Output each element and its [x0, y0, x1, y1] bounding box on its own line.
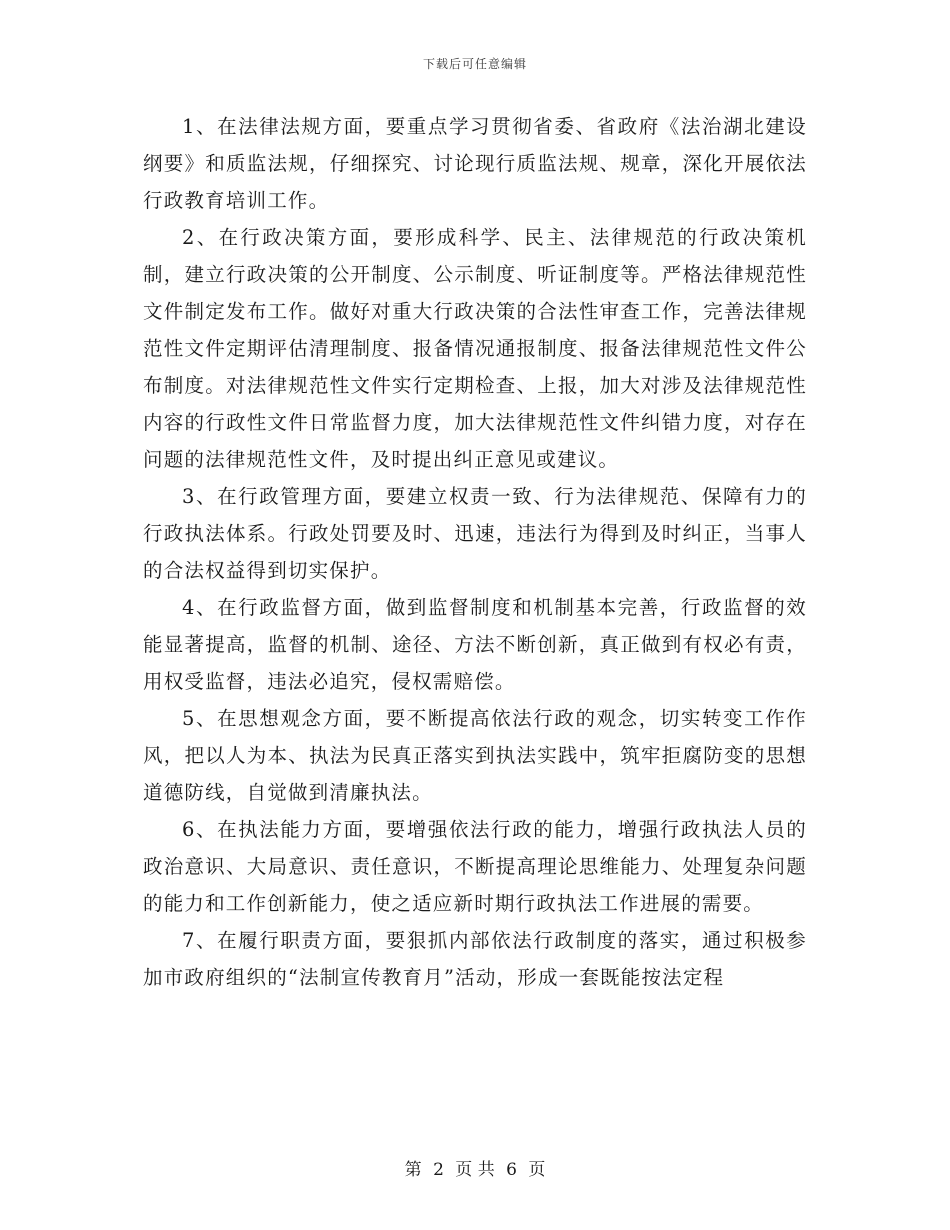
paragraph-2: 2、在行政决策方面，要形成科学、民主、法律规范的行政决策机制，建立行政决策的公开制度、公示制度、听证制度等。严格法律规范性文件制定发布工作。做好对重大行政决策的合法性审查工作，完善法律规范性文件定期评估清理制度、报备情况通报制度、报备法律规范性文件公布制度。对法律规范性文件实行定期检查、上报，加大对涉及法律规范性内容的行政性文件日常监督力度，加大法律规范性文件纠错力度，对存在问题的法律规范性文件，及时提出纠正意见或建议。 [143, 226, 807, 471]
page-header-note: 下载后可任意编辑 [422, 57, 527, 71]
paragraph-1: 1、在法律法规方面，要重点学习贯彻省委、省政府《法治湖北建设纲要》和质监法规，仔细探究、讨论现行质监法规、规章，深化开展依法行政教育培训工作。 [143, 115, 807, 212]
footer-suffix: 页 [528, 1160, 546, 1180]
footer-middle: 页 共 [455, 1160, 495, 1180]
paragraph-4: 4、在行政监督方面，做到监督制度和机制基本完善，行政监督的效能显著提高，监督的机制、途径、方法不断创新，真正做到有权必有责，用权受监督，违法必追究，侵权需赔偿。 [143, 596, 807, 693]
footer-prefix: 第 [404, 1160, 422, 1180]
paragraph-7: 7、在履行职责方面，要狠抓内部依法行政制度的落实，通过积极参加市政府组织的“法制宣传教育月”活动，形成一套既能按法定程 [143, 929, 807, 989]
paragraph-6: 6、在执法能力方面，要增强依法行政的能力，增强行政执法人员的政治意识、大局意识、责任意识，不断提高理论思维能力、处理复杂问题的能力和工作创新能力，使之适应新时期行政执法工作进展的需要。 [143, 818, 807, 915]
document-body [143, 108, 807, 996]
paragraph-5: 5、在思想观念方面，要不断提高依法行政的观念，切实转变工作作风，把以人为本、执法为民真正落实到执法实践中，筑牢拒腐防变的思想道德防线，自觉做到清廉执法。 [143, 707, 807, 804]
footer-total-pages: 6 [506, 1160, 517, 1180]
paragraph-3: 3、在行政管理方面，要建立权责一致、行为法律规范、保障有力的行政执法体系。行政处罚要及时、迅速，违法行为得到及时纠正，当事人的合法权益得到切实保护。 [143, 485, 807, 582]
page-footer [0, 1155, 950, 1180]
footer-current-page: 2 [433, 1160, 444, 1180]
